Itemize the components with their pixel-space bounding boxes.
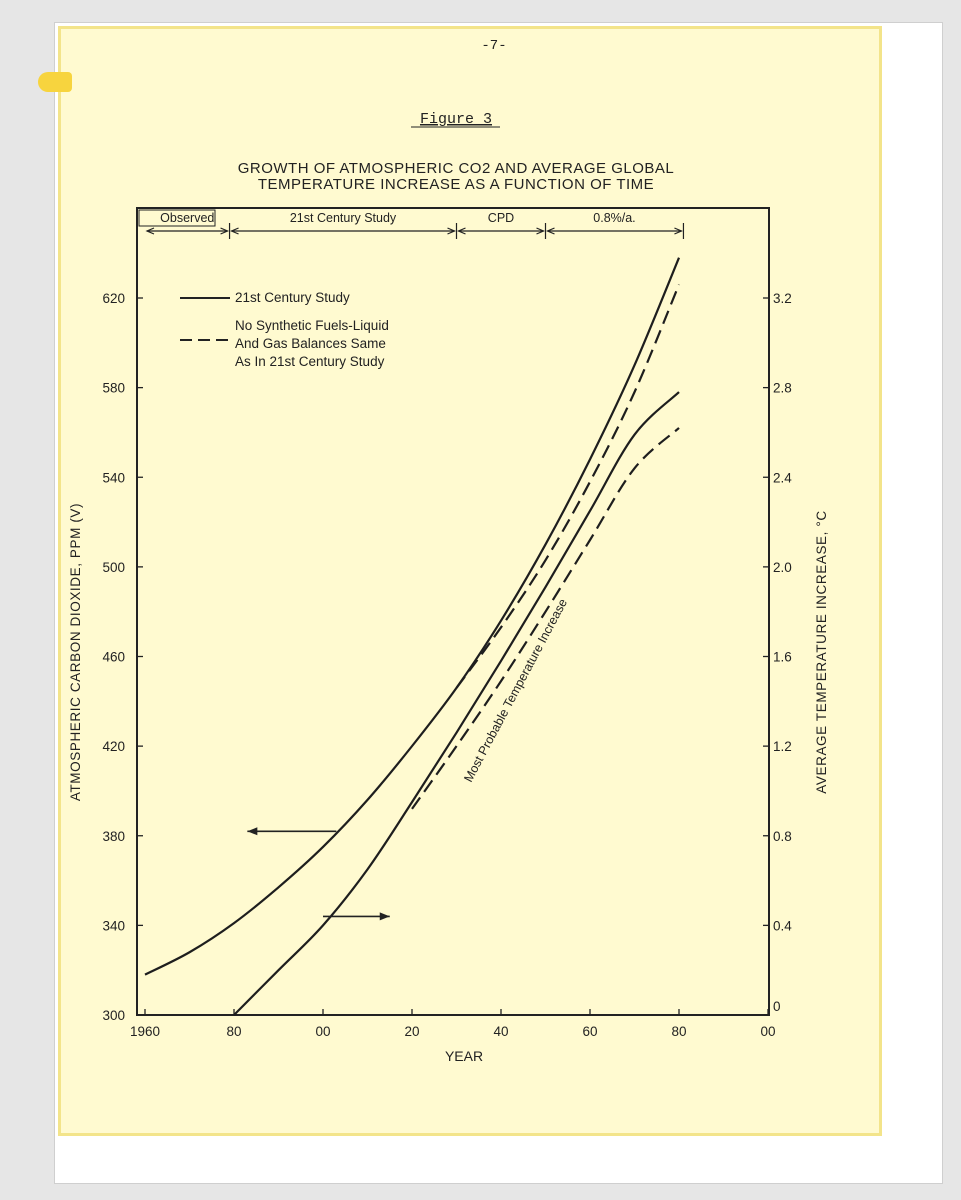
left-tick-label: 460 xyxy=(102,649,125,665)
left-tick-label: 380 xyxy=(102,828,125,844)
right-tick-label: 2.4 xyxy=(773,470,792,486)
right-tick-label: 0.8 xyxy=(773,828,792,844)
plot-frame xyxy=(137,208,769,1015)
x-tick-label: 20 xyxy=(404,1024,420,1039)
right-tick-label: 1.6 xyxy=(773,649,792,665)
right-tick-label: 3.2 xyxy=(773,291,792,306)
co2-dashed-line xyxy=(457,285,680,688)
left-tick-label: 420 xyxy=(102,739,125,755)
period-label: 0.8%/a. xyxy=(593,211,636,225)
period-label: Observed xyxy=(160,211,215,225)
axis-arrow-head xyxy=(380,912,390,920)
left-axis-label: ATMOSPHERIC CARBON DIOXIDE, PPM (V) xyxy=(68,502,83,802)
legend xyxy=(180,290,389,369)
data-series xyxy=(145,258,679,1015)
x-axis-label: YEAR xyxy=(444,1048,484,1064)
x-tick-label: 1960 xyxy=(129,1024,161,1039)
right-tick-label: 2.0 xyxy=(773,559,792,575)
chart-title-line2: TEMPERATURE INCREASE AS A FUNCTION OF TIME xyxy=(257,176,655,193)
period-label: 21st Century Study xyxy=(289,211,397,225)
right-axis-ticks xyxy=(763,291,792,1015)
x-tick-label: 80 xyxy=(671,1024,687,1039)
x-axis-ticks xyxy=(130,1009,776,1039)
legend-text: As In 21st Century Study xyxy=(235,354,385,369)
legend-text: And Gas Balances Same xyxy=(235,336,386,351)
left-tick-label: 340 xyxy=(102,918,125,934)
x-tick-label: 60 xyxy=(582,1024,598,1039)
right-tick-label: 1.2 xyxy=(773,739,792,755)
most-probable-annotation: Most Probable Temperature Increase xyxy=(461,596,571,785)
left-tick-label: 580 xyxy=(102,380,125,396)
page-number: -7- xyxy=(481,38,507,54)
right-tick-label: 0.4 xyxy=(773,918,792,934)
temperature-solid-line xyxy=(234,392,679,1015)
period-bar xyxy=(139,210,683,239)
x-tick-label: 00 xyxy=(315,1024,331,1039)
x-tick-label: 80 xyxy=(226,1024,242,1039)
left-tick-label: 300 xyxy=(102,1008,125,1023)
chart-title-line1: GROWTH OF ATMOSPHERIC CO2 AND AVERAGE GLOBAL xyxy=(237,160,675,177)
left-tick-label: 500 xyxy=(102,559,125,575)
right-tick-label: 2.8 xyxy=(773,380,792,396)
figure-label: Figure 3 xyxy=(419,111,493,128)
x-tick-label: 00 xyxy=(760,1024,776,1039)
period-label: CPD xyxy=(487,211,515,225)
axis-arrows xyxy=(247,827,389,920)
left-tick-label: 620 xyxy=(102,291,125,306)
left-tick-label: 540 xyxy=(102,470,125,486)
axis-arrow-head xyxy=(247,827,257,835)
right-tick-label: 0 xyxy=(773,999,781,1014)
co2-solid-line xyxy=(145,258,679,975)
right-axis-label: AVERAGE TEMPERATURE INCREASE, °C xyxy=(814,510,829,794)
legend-text: No Synthetic Fuels-Liquid xyxy=(235,318,389,333)
legend-text: 21st Century Study xyxy=(235,290,350,305)
x-tick-label: 40 xyxy=(493,1024,509,1039)
